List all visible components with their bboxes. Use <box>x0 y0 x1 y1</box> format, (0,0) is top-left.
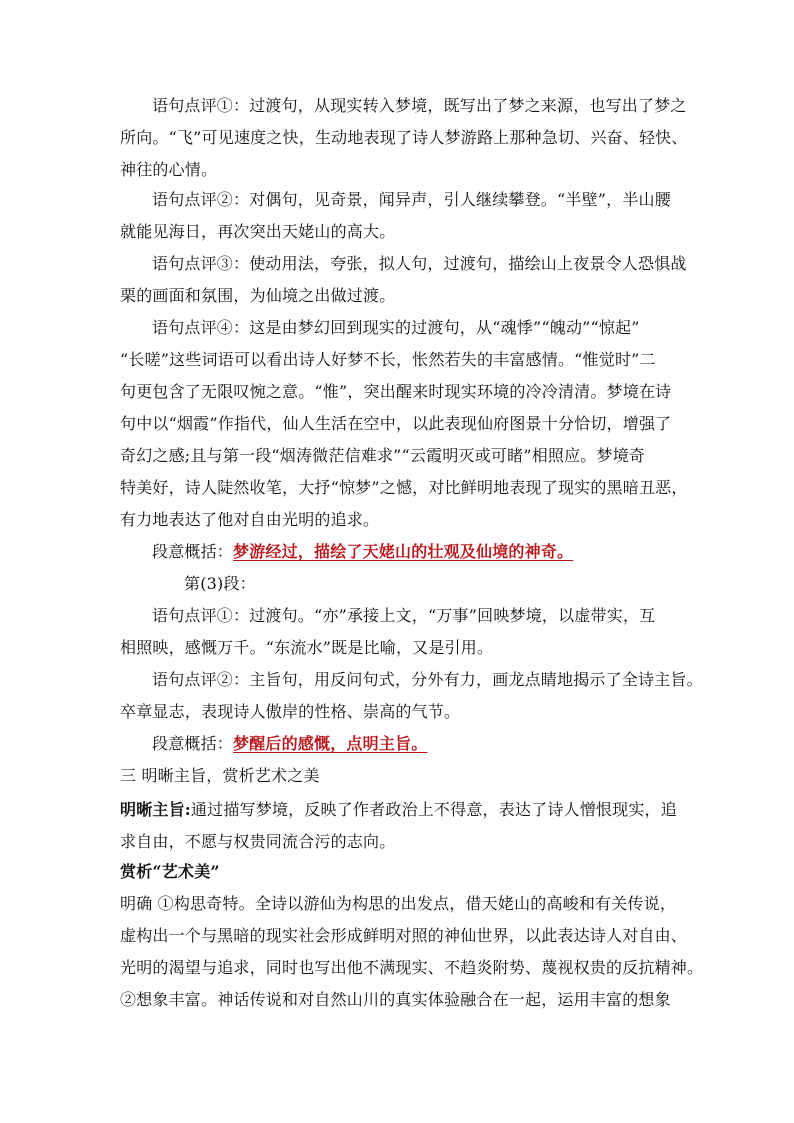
summary-highlight: 梦游经过，描绘了天姥山的壮观及仙境的神奇。 <box>233 542 574 561</box>
section-3-comment-2-line-2: 卒章显志，表现诗人傲岸的性格、崇高的气节。 <box>120 702 461 721</box>
comment-1-line-3: 神往的心情。 <box>120 160 218 179</box>
comment-4-line-2: “长嗟”这些词语可以看出诗人好梦不长，怅然若失的丰富感情。“惟觉时”二 <box>120 350 656 369</box>
comment-1-line-1: 语句点评①：过渡句，从现实转入梦境，既写出了梦之来源，也写出了梦之 <box>152 96 687 115</box>
comment-3-line-1: 语句点评③：使动用法，夸张，拟人句，过渡句，描绘山上夜景令人恐惧战 <box>152 254 687 273</box>
paragraph-2-summary <box>152 542 573 562</box>
comment-1-line-2: 所向。“飞”可见速度之快，生动地表现了诗人梦游路上那种急切、兴奋、轻快、 <box>120 128 688 147</box>
comment-4-line-1: 语句点评④：这是由梦幻回到现实的过渡句，从“魂悸”“魄动”“惊起” <box>152 318 640 337</box>
art-line-3: 光明的渴望与追求，同时也写出他不满现实、不趋炎附势、蔑视权贵的反抗精神。 <box>120 958 704 977</box>
comment-4-line-6: 特美好，诗人陡然收笔，大抒“惊梦”之憾，对比鲜明地表现了现实的黑暗丑恶， <box>120 478 688 497</box>
theme-line-2: 求自由，不愿与权贵同流合污的志向。 <box>120 832 396 851</box>
section-3-heading: 第(3)段： <box>184 574 256 593</box>
section-heading: 三 明晰主旨，赏析艺术之美 <box>120 766 320 785</box>
paragraph-3-summary <box>152 734 427 754</box>
comment-3-line-2: 栗的画面和氛围，为仙境之出做过渡。 <box>120 286 396 305</box>
theme-label: 明晰主旨: <box>120 800 191 819</box>
comment-4-line-3: 句更包含了无限叹惋之意。“惟”，突出醒来时现实环境的冷冷清清。梦境在诗 <box>120 382 672 401</box>
summary-label: 段意概括： <box>152 734 234 753</box>
section-3-comment-1-line-2: 相照映，感慨万千。“东流水”既是比喻，又是引用。 <box>120 638 494 657</box>
art-line-1: 明确 ①构思奇特。全诗以游仙为构思的出发点，借天姥山的高峻和有关传说， <box>120 894 677 913</box>
theme-line-1 <box>120 800 677 820</box>
comment-2-line-1: 语句点评②：对偶句，见奇景，闻异声，引人继续攀登。“半壁”，半山腰 <box>152 190 671 209</box>
art-line-2: 虚构出一个与黑暗的现实社会形成鲜明对照的神仙世界，以此表达诗人对自由、 <box>120 926 688 945</box>
art-heading: 赏析“艺术美” <box>120 862 220 881</box>
section-3-comment-1-line-1: 语句点评①：过渡句。“亦”承接上文，“万事”回映梦境，以虚带实，互 <box>152 606 656 625</box>
theme-text: 通过描写梦境，反映了作者政治上不得意，表达了诗人憎恨现实，追 <box>190 800 677 819</box>
comment-4-line-5: 奇幻之感;且与第一段“烟涛微茫信难求”“云霞明灭或可睹”相照应。梦境奇 <box>120 446 646 465</box>
comment-2-line-2: 就能见海日，再次突出天姥山的高大。 <box>120 222 396 241</box>
summary-highlight: 梦醒后的感慨，点明主旨。 <box>233 734 428 753</box>
summary-label: 段意概括： <box>152 542 234 561</box>
art-line-4: ②想象丰富。神话传说和对自然山川的真实体验融合在一起，运用丰富的想象 <box>120 990 671 1009</box>
comment-4-line-4: 句中以“烟霞”作指代，仙人生活在空中，以此表现仙府图景十分恰切，增强了 <box>120 414 672 433</box>
comment-4-line-7: 有力地表达了他对自由光明的追求。 <box>120 510 380 529</box>
section-3-comment-2-line-1: 语句点评②：主旨句，用反问句式，分外有力，画龙点睛地揭示了全诗主旨。 <box>152 670 703 689</box>
